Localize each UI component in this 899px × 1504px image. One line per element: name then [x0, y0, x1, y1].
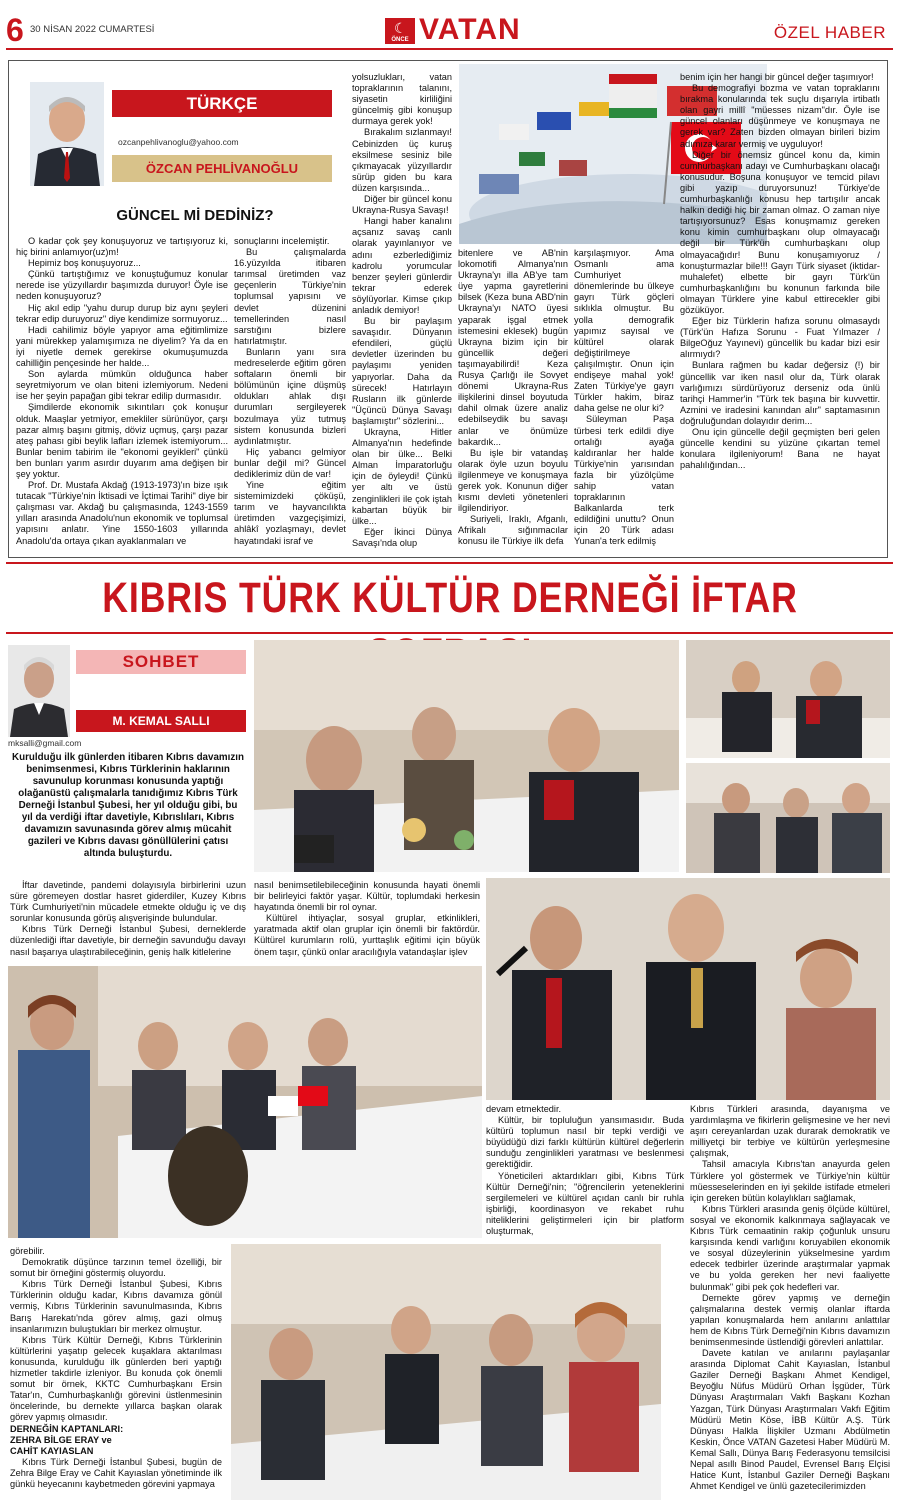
paragraph: yolsuzlukları, vatan topraklarının talanını, siyasetin kirliliğini güncelmiş gibi konuşup durmaya gerek yok!: [352, 72, 452, 127]
woman-speaker-photo: [8, 966, 482, 1238]
paragraph: Davete katılan ve anılarını paylaşanlar arasında Diplomat Cahit Kayıaslan, İstanbul Gaziler Derneği Başkanı Ahmet Kendigel, Beyoğlu Nüfus Müdürü Orhan İşgüder, Türk Dünyası Araştırmaları Vakfı Başkanı Kozhan Yazgan, Türk Dünyası Araştırmaları Vakfı Eğitim Müdürü Metin Köse, İBB Kültür A.Ş. Türk Dünyası Halkla İlişkiler Uzmanı Abdülmetin Keskin, Önce VATAN Gazetesi Haber Müdürü M. Kemal Sallı, Dünya Barış Federasyonu temsilcisi Nepal asıllı Binod Paudel, Evrensel Barış Elçisi Hatice Kunt, İstanbul Gaziler Derneği Başkanı Ahmet Kendigel ve ünlü gazetecilerimizden: [690, 1348, 890, 1492]
paragraph: İftar davetinde, pandemi dolayısıyla birbirlerini uzun süre göremeyen dostlar hasret giderdiler, Kuzey Kıbrıs Türk Cumhuriyeti'nin mücadele etmekte olduğu iç ve dış sorunlar konusunda görüş alışverişinde bulundular.: [10, 880, 246, 924]
iftar-table-photo-1: [254, 640, 679, 872]
paragraph: O kadar çok şey konuşuyoruz ve tartışıyoruz ki, hiç birini anlamıyor(uz)m!: [16, 236, 228, 258]
sohbet-email: mksalli@gmail.com: [8, 738, 82, 748]
paragraph: Bu işle bir vatandaş olarak öyle uzun boyulu ilgilenmeye ve konuşmaya gerek yok. Konunun diğer kısmı devleti yönetenleri ilgilendiriyor.: [458, 447, 568, 514]
paragraph: nasıl benimsetilebileceğinin konusunda hayati önemli bir belirleyici faktör yaşar. Kültür, toplumdaki herkesin hayatında önemli bir rol oynar.: [254, 880, 480, 913]
paragraph: Son aylarda mümkün olduğunca haber seyretmiyorum ve olan biteni izlemiyorum. Nedeni ise her şeyin papağan gibi tekrar edilip durmasıdır.: [16, 369, 228, 402]
paragraph: Süleyman Paşa türbesi terk edildi diye ortalığı ayağa kaldıranlar her halde Türkiye'nin yarısından fazla bir yüzölçüme sahip vatan topraklarının Balkanlarda terk edildiğini unuttu? Onun için 20 Türk adası Yunan'a terk edilmiş: [574, 414, 674, 547]
paragraph: CAHİT KAYIASLAN: [10, 1445, 94, 1456]
text-column: [486, 1104, 684, 1240]
paragraph: Hepimiz boş konuşuyoruz...: [28, 258, 141, 269]
paragraph: Kıbrıs Türk Kültür Derneği, Kıbrıs Türklerinin kültürlerini yaşatıp gelecek kuşaklara aktarılması konusunda, kurulduğu ilk günlerden beri yaptığı hizmetler takdirle izleniyor. Bu konuda çok önemli somut bir örnek, KKTC Cumhurbaşkanı Ersin Tatar'ın, Cumhurbaşkanlığı görevini üstlenmesinin öncelerinde, bu dernekte yıllarca başkan olarak görev yapmış olmasıdır.: [10, 1334, 222, 1423]
main-headline: KIBRIS TÜRK KÜLTÜR DERNEĞİ İFTAR: [102, 574, 798, 622]
paragraph: Bu demografiyi bozma ve vatan topraklarını bırakma konularında tek suçlu dışarıyla irtibatlı olan gayri millî "müesses nizam"dır. Öyle ise güncel olanları düşünmeye ve konuşmaya ne gerek var? Zaten bizden olmayan birileri bizim adımıza karar vermiş ve uyguluyor!: [680, 83, 880, 149]
text-column: [574, 248, 674, 552]
section-title: ÖZEL HABER: [773, 23, 886, 42]
guests-standing-photo: [686, 640, 890, 758]
paragraph: Prof. Dr. Mustafa Akdağ (1913-1973)'ın bize ışık tutacak "Türkiye'nin İktisadi ve İçtimai Tarihi" diye bir çalışması var. Akdağ bu çalışmasında, 1243-1559 yılları arasında Anadolu'nun ekonomik ve toplumsal yapısını anlatır. Yine 1550-1603 yıllarında Anadolu'da ortaya çıkan ayaklanmaları ve: [16, 480, 228, 546]
paragraph: Hiç yabancı gelmiyor bunlar değil mi? Güncel dediklerimiz dün de var!: [234, 446, 346, 479]
brand-small: ÖNCE: [391, 37, 409, 43]
paragraph: Diğer bir önemsiz güncel konu da, kimin cumhurbaşkanı adayı ve Cumhurbaşkanı olacağı konusudur. Boşuna konuşuyor ve temcid pilavı gibi yazıp duruyorsunuz! Türkiye'de cumhurbaşkanlığı konusu hep tartışılır ancak halkın dediği hiç bir zaman olmaz. O zaman niye tartışıyorsunuz? Esas konuşmamız gereken konu kimin cumhurbaşkanı olup olmayacağı değil bir Türk'ün cumhurbaşkanı olup olmayacağıdır! Bunu konuşamıyoruz / konuşturmazlar bile!!! Gayrı Türk siyaset (iktidar-muhalefet) elbette bir gayrı Türk'ün cumhurbaşkanlığını bu konunun farkında bile olmayan Türklere yine kabul ettirecekler gibi gözüküyor.: [680, 149, 880, 315]
text-column: [352, 72, 452, 552]
columnist-email: ozcanpehlivanoglu@yahoo.com: [118, 137, 239, 147]
paragraph: Eğer İkinci Dünya Savaşı'nda olup: [352, 526, 452, 548]
text-column: [234, 236, 346, 552]
paragraph: Bırakalım sızlanmayı! Cebinizden üç kuruş eksilmese sesiniz bile çıkmayacak yüzyıllardır sürüp giden bu kara düzen karşısında...: [352, 127, 452, 193]
paragraph: Ukrayna, Hitler Almanya'nın hedefinde olan bir ülke... Belki Alman İmparatorluğu için de öyleydi! Çünkü yer altı ve üstü zenginlikleri ile çok iştah kabartan büyük bir ülke...: [352, 427, 452, 526]
column-title: GÜNCEL Mİ DEDİNİZ?: [116, 207, 274, 224]
text-column: [16, 236, 228, 552]
column-tag: TÜRKÇE: [112, 90, 332, 117]
paragraph: Kıbrıs Türkleri arasında, dayanışma ve yardımlaşma ve fikirlerin gelişmesine ve her nevi aşırı cereyanlardan uzak durarak demokratik ve milliyetçi bir terbiye ve kültürün yerleşmesine çalışmak,: [690, 1104, 890, 1159]
paragraph: Bunlara rağmen bu kadar değersiz (!) bir güncellik var iken nasıl olur da, Türk olarak varlığımızı sürdürüyoruz derseniz oda ünlü tarihçi Hammer'in "Türk tek başına bir kuvvettir. Azmini ve iradesini kanından alır" saptamasının doğruluğundan dolayıdır derim...: [680, 360, 880, 426]
text-column: [680, 72, 880, 552]
header-rule: [6, 48, 893, 50]
brand-name: VATAN: [419, 13, 521, 46]
text-column: [458, 248, 568, 552]
paragraph: Kıbrıs Türkleri arasında geniş ölçüde kültürel, sosyal ve ekonomik kalkınmaya sağlayacak ve Kıbrıs Türk cemaatinin rakip çoğunluk unsuru karşısında kendi varlığını koruyabilen ekonomik ve sosyal düzeylerinin yükselmesine yardım edecek tedbirler üzerinde araştırmalar yapmak ve bu yolda gereken her nevi faaliyette bulunmak" gibi pek çok hedefleri var.: [690, 1203, 890, 1292]
paragraph: Eğer biz Türklerin hafıza sorunu olmasaydı (Türk'ün Hafıza Sorunu - Fuat Yılmazer / BilgeOğuz Yayınevi) güncellik bu kadar bizi esir alırmıydı?: [680, 316, 880, 360]
sohbet-lead: Kurulduğu ilk günlerden itibaren Kıbrıs davamızın benimsenmesi, Kıbrıs Türklerinin haklarının savunulup korunması konusunda yaptığı olağanüstü çalışmalarla tanıdığımız Kıbrıs Türk Derneği İstanbul Şubesi, her yıl olduğu gibi, bu yıl da verdiği iftar davetiyle, Kıbrıslıları, Kıbrıs davamızın savunasında görev almış mücahit gazileri ve Kıbrıs davası gönüllülerini çatısı altında buluşturdu.: [12, 752, 244, 859]
page-date: 30 NİSAN 2022 CUMARTESİ: [30, 24, 155, 35]
columnist-name: ÖZCAN PEHLİVANOĞLU: [112, 155, 332, 182]
paragraph: Bu çalışmalarda 16.yüzyılda itibaren tarımsal üretimden vaz geçenlerin Türkiye'nin toplumsal yapısını ve devlet düzenini temellerinden nasıl sarstığını bizlere hatırlatmıştır.: [234, 247, 346, 346]
text-column: [10, 880, 246, 964]
text-column: [10, 1246, 222, 1496]
sohbet-author: M. KEMAL SALLI: [76, 710, 246, 732]
paragraph: Bu bir paylaşım savaşıdır. Dünyanın efendileri, güçlü devletler üzerinden bu paylaşımı yeniden yapıyorlar. Daha da sürecek! Hatırlayın Rusların ilk günlerde "Üçüncü Dünya Savaşı başlamıştır" sözlerini...: [352, 316, 452, 426]
speaker-microphone-photo: [486, 878, 890, 1100]
paragraph: Kıbrıs Türk Derneği İstanbul Şubesi, derneklerde düzenlediği iftar davetiyle, bir derneğin savunduğu davayı nasıl başarıya ulaştırabileceğinin, geniş halk kitlelerine: [10, 924, 246, 957]
headline-rule-top: [6, 562, 893, 564]
headline-rule-bottom: [6, 632, 893, 634]
paragraph: Hiç akıl edip "yahu durup durup biz aynı şeyleri tekrar edip duruyoruz" diye kendimize sormuyoruz...: [16, 302, 228, 324]
paragraph: Hangi haber kanalını açsanız savaş canlı olarak yayınlanıyor ve adını ezberlediğimiz kadrolu yorumcular benzer şeyleri günlerdir tekrar ederek söylüyorlar. Kimse çıkıp anladık demiyor!: [352, 216, 452, 315]
paragraph: Şimdilerde ekonomik sıkıntıları çok konuşur olduk. Maaşlar yetmiyor, emekliler sürünüyor, çarşı pazar almış başını gitmiş, döviz uçmuş, çarşı pazar ateş pahası gibi beylik lafları izlemek istemiyorum... Bunlar benim tabirim ile "ekonomi geyikleri" çünkü ben bunları yarım asırdır duyarım ama değişen bir şey yoktur.: [16, 402, 228, 479]
paragraph: Demokratik düşünce tarzının temel özelliği, bir somut bir örneğini göstermiş oluyordu.: [10, 1257, 222, 1279]
paragraph: Yöneticileri aktardıkları gibi, Kıbrıs Türk Kültür Derneği'nin; "öğrencilerin yeteneklerini sergilemeleri ve kültürel açıdan canlı bir ruhla işbirliği, koordinasyon ve rekabet ruhu niteliklerini geliştirmeleri için bir platform oluşturmak,: [486, 1170, 684, 1237]
logo-emblem: [385, 18, 415, 44]
paragraph: Kültür, bir topluluğun yansımasıdır. Buda kültürü toplumun nasıl bir tepki verdiği ve büyüdüğü dizi farklı kültürün kültürel değerlerin sunduğu zenginlikleri yaratması ve beslenmesi gerektiğidir.: [486, 1115, 684, 1170]
paragraph: Onu için güncelle değil geçmişten beri gelen güncelle kendini su yüzüne çıkartan temel konulara ilgileniyorum! Bana ne hayat pahalılığından...: [680, 427, 880, 471]
paragraph: benim için her hangi bir güncel değer taşımıyor!: [680, 72, 874, 82]
group-table-photo: [231, 1244, 661, 1500]
paragraph: sonuçlarını incelemiştir.: [234, 236, 330, 246]
paragraph: Yine eğitim sistemimizdeki çöküşü, tarım ve hayvancılıkta üretimden vazgeçişimizi, ahlâkî yozlaşmayı, devlet hayatındaki israf ve: [234, 480, 346, 546]
paragraph: karşılaşmıyor. Ama Osmanlı ama Cumhuriyet dönemlerinde bu ülkeye gayrı Türk göçleri sıklıkla olmuştur. Bu yolla demografik yapımız sayısal ve kültürel olarak değiştirilmeye çalışılmıştır. Onun için endişeye mahal yok! Zaten Türkiye'ye gayrı Türkler hakim, biraz daha gelse ne olur ki?: [574, 248, 674, 414]
paragraph: Bunların yanı sıra medreselerde eğitim gören softaların önemli bir bölümünün içine düşmüş oldukları ahlak dışı durumları sergileyerek bozulmaya yüz tutmuş sistem konusunda bizleri aydınlatmıştır.: [234, 346, 346, 446]
paragraph: Hadi cahilimiz böyle yapıyor ama eğitimlimize yani mürekkep yalamışımıza ne diyelim? Ya da en iyi niyetle demek gerekirse okumuşumuzda cahilliğin pençesinde her halde...: [16, 324, 228, 369]
crescent-star-icon: ☾: [394, 20, 407, 36]
iftar-table-photo-2: [686, 763, 890, 873]
paragraph: Suriyeli, Iraklı, Afganlı, Afrikalı sığınmacılar konusu ile Türkiye ilk defa: [458, 514, 568, 547]
paragraph: Kıbrıs Türk Derneği İstanbul Şubesi, Kıbrıs Türklerinin olduğu kadar, Kıbrıs davamıza gönül vermiş, Kıbrıs Türklerinin savunulmasında, Kıbrıs Barış Harekatı'nda görev almış, gazi olmuş insanlarımızın buluştukları bir merkez olmuştur.: [10, 1279, 222, 1334]
paragraph: ZEHRA BİLGE ERAY ve: [10, 1434, 112, 1445]
text-column: [690, 1104, 890, 1500]
paragraph: Çünkü tartıştığımız ve konuştuğumuz konular nerede ise yüzyıllardır başımızda duruyor! Öyle ise neden konuşuyoruz?: [16, 269, 228, 302]
paragraph: devam etmektedir.: [486, 1104, 562, 1114]
paragraph: görebilir.: [10, 1246, 45, 1256]
paragraph: Kıbrıs Türk Derneği İstanbul Şubesi, bugün de Zehra Bilge Eray ve Cahit Kayıaslan yönetiminde ilk günkü heyecanını kaybetmeden görevini yapmaya: [10, 1456, 222, 1489]
paragraph: Diğer bir güncel konu Ukrayna-Rusya Savaşı!: [352, 194, 452, 216]
paragraph: Kültürel ihtiyaçlar, sosyal gruplar, etkinlikleri, yaratmada aktif olan gruplar için önemli bir faktördür. Kültürel kurumların rolü, yurttaşlık eğitimi için büyük önem taşır, çünkü onlar aracılığıyla vatandaşlar işlev: [254, 913, 480, 957]
paragraph: Tahsil amacıyla Kıbrıs'tan anayurda gelen Türklere yol göstermek ve Türkiye'nin kültür müesseselerinden en iyi şekilde istifade etmeleri için gereken bütün kolaylıkları sağlamak,: [690, 1159, 890, 1203]
columnist-photo: [30, 82, 104, 186]
paragraph: Dernekte görev yapmış ve derneğin çalışmalarına destek vermiş olanlar iftarda yapılan konuşmalarda hem anılarını anlattılar hem de Kıbrıs Türk Derneği'nin Kıbrıs davamızın benimsenmesinde üstlendiği görevleri anlattılar.: [690, 1292, 890, 1347]
sohbet-author-photo: [8, 645, 70, 737]
sohbet-tag: SOHBET: [76, 650, 246, 674]
page-number: 6: [6, 12, 24, 48]
text-column: [254, 880, 480, 964]
paragraph: DERNEĞİN KAPTANLARI:: [10, 1423, 124, 1434]
paragraph: bitenlere ve AB'nin lokomotifi Almanya'nın Ukrayna'yı illa AB'ye tam üye yapma gayretlerini bilsek (Keza buna ABD'nin Ukrayna'yı NATO üyesi yaparak işgal etmek istemesini eklesek) bugün Ukrayna bizim için bir güncellik değeri taşımayabilirdi! Keza Rusya Çarlığı ile Sovyet dönemi Ukrayna-Rus ilişkilerini dinsel boyutuda dahil olmak üzere analiz edebilseydik bu savaşı anlar ve önümüze bakardık...: [458, 248, 568, 447]
